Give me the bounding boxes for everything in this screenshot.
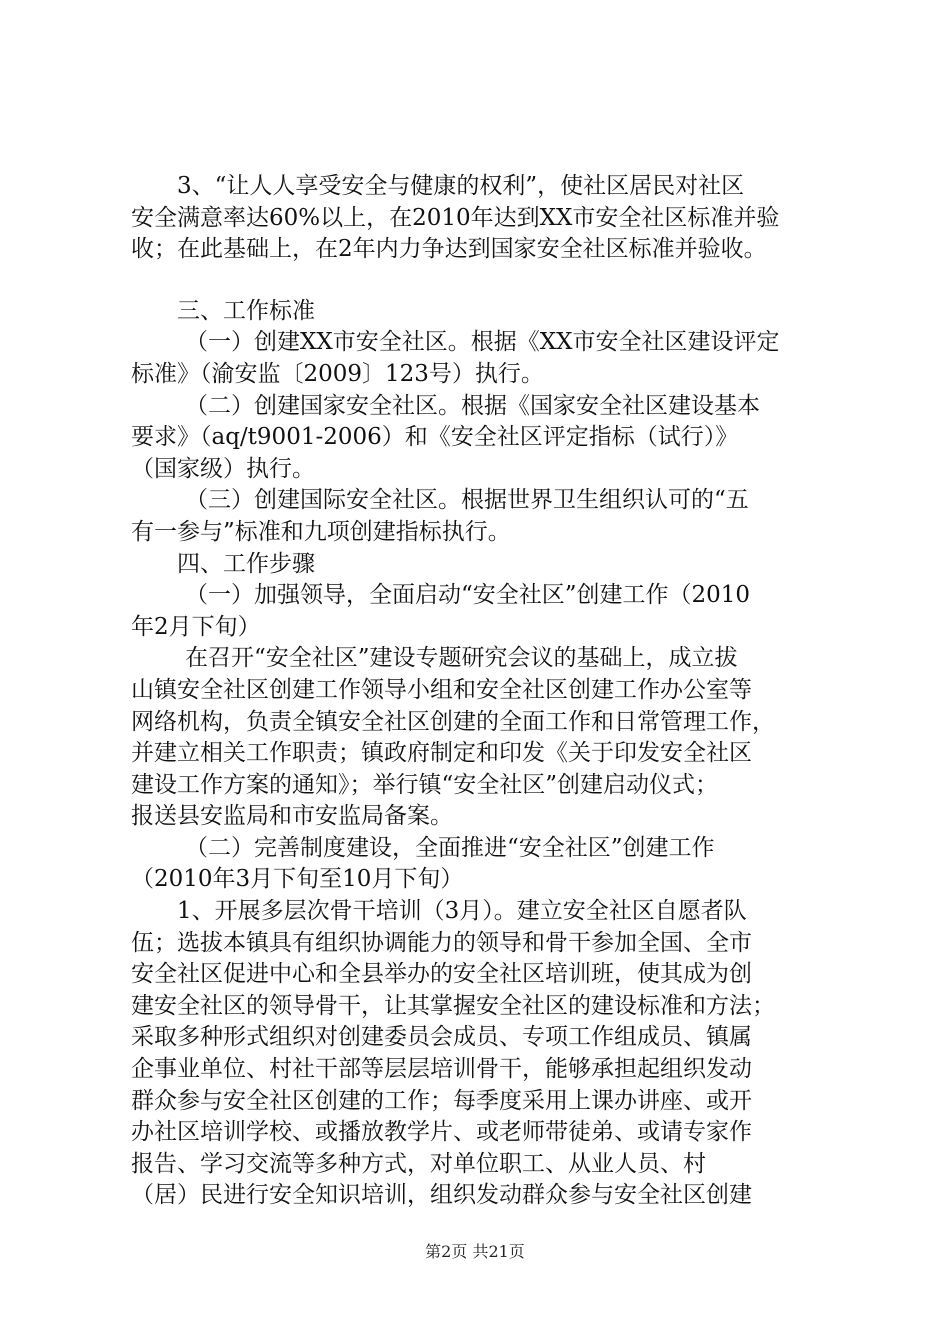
section-heading-work-standards: 三、工作标准: [177, 297, 315, 324]
paragraph-gap: [131, 266, 831, 296]
paragraph-goal-3-line: 收；在此基础上，在2年内力争达到国家安全社区标准并验收。: [131, 236, 767, 263]
step-1-body-line: 山镇安全社区创建工作领导小组和安全社区创建工作办公室等: [131, 676, 752, 703]
section-heading-work-steps: 四、工作步骤: [177, 550, 315, 577]
step-1-heading-line: （一）加强领导，全面启动“安全社区”创建工作（2010: [185, 582, 751, 609]
standard-item-1-line: （一）创建XX市安全社区。根据《XX市安全社区建设评定: [185, 329, 780, 356]
standard-item-1-line: 标准》（渝安监〔2009〕123号）执行。: [131, 360, 544, 387]
step-2-item-1-line: 建安全社区的领导骨干，让其掌握安全社区的建设标准和方法；: [131, 992, 775, 1019]
standard-item-3-line: 有一参与”标准和九项创建指标执行。: [131, 518, 511, 545]
step-2-item-1-line: 办社区培训学校、或播放教学片、或老师带徒弟、或请专家作: [131, 1119, 752, 1146]
step-2-heading-line: （二）完善制度建设，全面推进“安全社区”创建工作: [185, 834, 715, 861]
step-2-item-1-line: 安全社区促进中心和全县举办的安全社区培训班，使其成为创: [131, 961, 752, 988]
step-1-body-line: 报送县安监局和市安监局备案。: [131, 803, 453, 830]
step-2-item-1-line: 1、开展多层次骨干培训（3月）。建立安全社区自愿者队: [177, 898, 747, 925]
step-1-body-line: 在召开“安全社区”建设专题研究会议的基础上，成立拔: [185, 645, 738, 672]
step-2-item-1-line: 群众参与安全社区创建的工作；每季度采用上课办讲座、或开: [131, 1087, 752, 1114]
step-2-heading-line: （2010年3月下旬至10月下旬）: [131, 866, 464, 893]
document-body: [131, 171, 831, 1212]
standard-item-2-line: （国家级）执行。: [131, 455, 315, 482]
step-1-body-line: 网络机构，负责全镇安全社区创建的全面工作和日常管理工作，: [131, 708, 775, 735]
standard-item-3-line: （三）创建国际安全社区。根据世界卫生组织认可的“五: [185, 487, 749, 514]
paragraph-goal-3-line: 3、“让人人享受安全与健康的权利”，使社区居民对社区: [177, 173, 745, 199]
standard-item-2-line: 要求》（aq/t9001-2006）和《安全社区评定指标（试行）》: [131, 424, 739, 451]
step-2-item-1-line: 伍；选拔本镇具有组织协调能力的领导和骨干参加全国、全市: [131, 929, 752, 956]
paragraph-goal-3-line: 安全满意率达60%以上，在2010年达到XX市安全社区标准并验: [131, 204, 780, 231]
step-2-item-1-line: 报告、学习交流等多种方式，对单位职工、从业人员、村: [131, 1150, 706, 1177]
step-1-body-line: 建设工作方案的通知》；举行镇“安全社区”创建启动仪式；: [131, 771, 719, 798]
step-2-item-1-line: 企事业单位、村社干部等层层培训骨干，能够承担起组织发动: [131, 1056, 752, 1083]
page-number-footer: 第2页 共21页: [425, 1242, 525, 1261]
step-2-item-1-line: （居）民进行安全知识培训，组织发动群众参与安全社区创建: [131, 1182, 752, 1209]
step-1-heading-line: 年2月下旬）: [131, 613, 261, 640]
step-2-item-1-line: 采取多种形式组织对创建委员会成员、专项工作组成员、镇属: [131, 1024, 752, 1051]
step-1-body-line: 并建立相关工作职责；镇政府制定和印发《关于印发安全社区: [131, 740, 752, 767]
standard-item-2-line: （二）创建国家安全社区。根据《国家安全社区建设基本: [185, 392, 760, 419]
